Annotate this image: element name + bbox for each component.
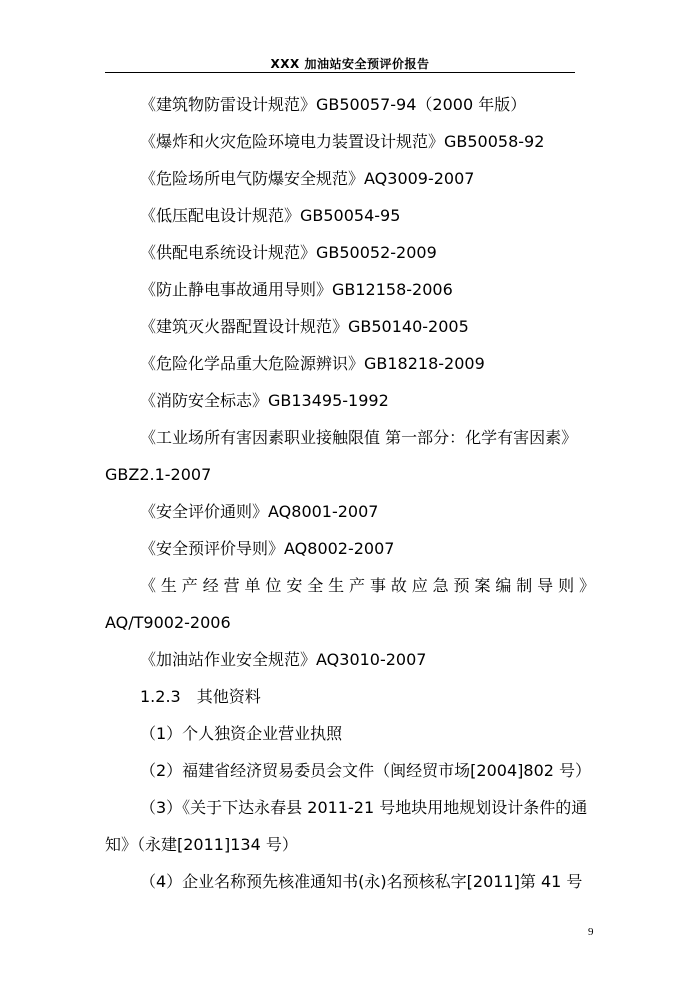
document-body — [105, 86, 595, 900]
header-title: XXX 加油站安全预评价报告 — [270, 57, 430, 71]
other-material-item-continuation: 知》（永建[2011]134 号） — [105, 835, 298, 854]
standard-item: 《安全评价通则》AQ8001-2007 — [140, 502, 379, 521]
other-material-item: （2）福建省经济贸易委员会文件（闽经贸市场[2004]802 号） — [140, 761, 592, 780]
standard-item: 《建筑物防雷设计规范》GB50057-94（2000 年版） — [140, 95, 527, 114]
standard-item: 《消防安全标志》GB13495-1992 — [140, 391, 389, 410]
standard-item: 《危险场所电气防爆安全规范》AQ3009-2007 — [140, 169, 475, 188]
page-number: 9 — [588, 926, 594, 938]
other-material-item: （1）个人独资企业营业执照 — [140, 724, 343, 743]
other-material-item: （4）企业名称预先核准通知书(永)名预核私字[2011]第 41 号 — [140, 872, 583, 891]
other-material-item: （3）《关于下达永春县 2011-21 号地块用地规划设计条件的通 — [140, 798, 588, 817]
standard-item: 《加油站作业安全规范》AQ3010-2007 — [140, 650, 427, 669]
standard-item: 《工业场所有害因素职业接触限值 第一部分：化学有害因素》 — [140, 428, 578, 447]
standard-item: 《安全预评价导则》AQ8002-2007 — [140, 539, 395, 558]
standard-item: 《建筑灭火器配置设计规范》GB50140-2005 — [140, 317, 469, 336]
standard-item: 《生产经营单位安全生产事故应急预案编制导则》 — [140, 576, 595, 595]
standard-item: 《低压配电设计规范》GB50054-95 — [140, 206, 401, 225]
standard-item-continuation: GBZ2.1-2007 — [105, 465, 212, 484]
standard-item: 《防止静电事故通用导则》GB12158-2006 — [140, 280, 453, 299]
standard-item-continuation: AQ/T9002-2006 — [105, 613, 231, 632]
standard-item: 《爆炸和火灾危险环境电力装置设计规范》GB50058-92 — [140, 132, 545, 151]
section-heading: 1.2.3 其他资料 — [140, 687, 261, 706]
standard-item: 《危险化学品重大危险源辨识》GB18218-2009 — [140, 354, 485, 373]
header-divider — [105, 72, 575, 73]
standard-item: 《供配电系统设计规范》GB50052-2009 — [140, 243, 437, 262]
